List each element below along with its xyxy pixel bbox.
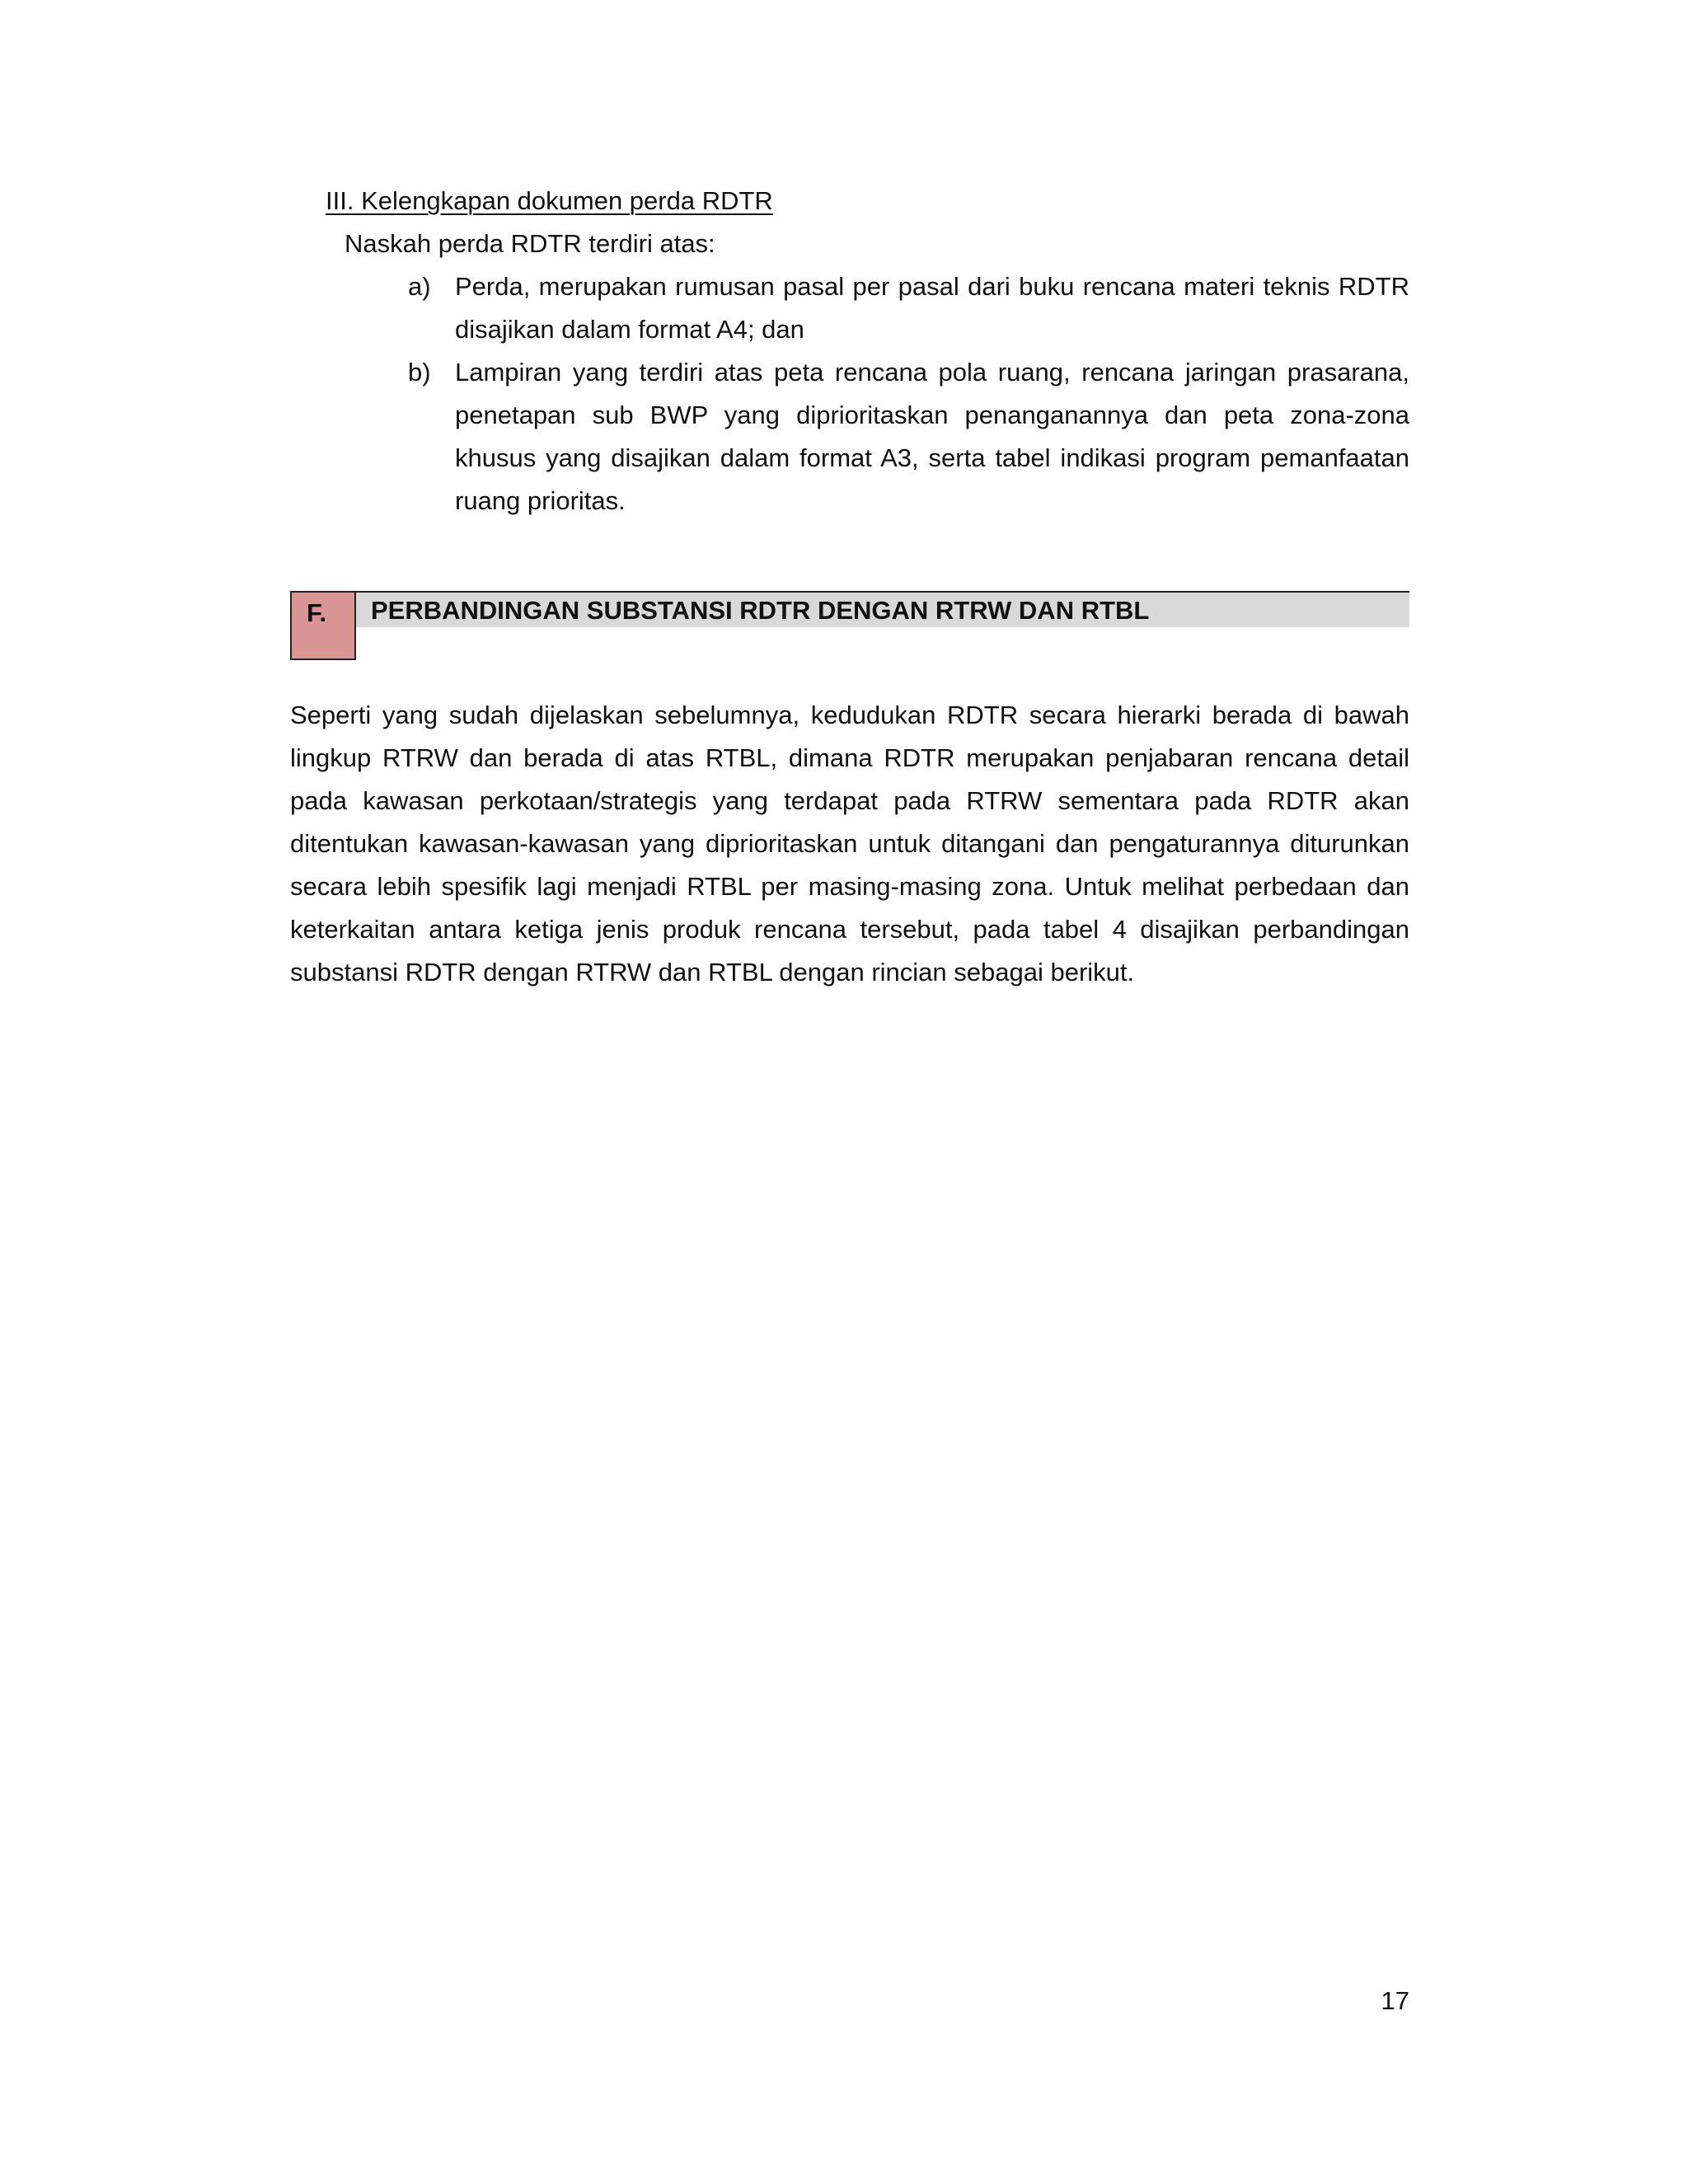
page-number: 17 xyxy=(1381,1986,1409,2015)
list-item-text: Lampiran yang terdiri atas peta rencana pola ruang, rencana jaringan prasarana, penetapan sub BWP yang diprioritaskan penanganannya dan peta zona-zona khusus yang disajikan dalam format A3, serta tabel indikasi program pemanfaatan ruang prioritas. xyxy=(455,358,1409,515)
list-marker: b) xyxy=(408,358,431,387)
section-letter-box xyxy=(290,591,356,660)
document-list xyxy=(408,265,1409,523)
section-title: PERBANDINGAN SUBSTANSI RDTR DENGAN RTRW DAN RTBL xyxy=(371,596,1150,625)
list-item-text: Perda, merupakan rumusan pasal per pasal dari buku rencana materi teknis RDTR disajikan dalam format A4; dan xyxy=(455,272,1409,344)
list-item xyxy=(408,351,1409,523)
section-header xyxy=(290,591,1409,663)
section-title-bar xyxy=(356,591,1409,627)
subsection-heading: III. Kelengkapan dokumen perda RDTR xyxy=(326,186,773,215)
intro-line: Naskah perda RDTR terdiri atas: xyxy=(345,229,715,258)
section-letter: F. xyxy=(307,598,327,627)
body-paragraph: Seperti yang sudah dijelaskan sebelumnya, kedudukan RDTR secara hierarki berada di bawah lingkup RTRW dan berada di atas RTBL, dimana RDTR merupakan penjabaran rencana detail pada kawasan perkotaan/strategis yang terdapat pada RTRW sementara pada RDTR akan ditentukan kawasan-kawasan yang diprioritaskan untuk ditangani dan pengaturannya diturunkan secara lebih spesifik lagi menjadi RTBL per masing-masing zona. Untuk melihat perbedaan dan keterkaitan antara ketiga jenis produk rencana tersebut, pada tabel 4 disajikan perbandingan substansi RDTR dengan RTRW dan RTBL dengan rincian sebagai berikut. xyxy=(290,701,1409,987)
list-marker: a) xyxy=(408,272,431,301)
list-item xyxy=(408,265,1409,351)
